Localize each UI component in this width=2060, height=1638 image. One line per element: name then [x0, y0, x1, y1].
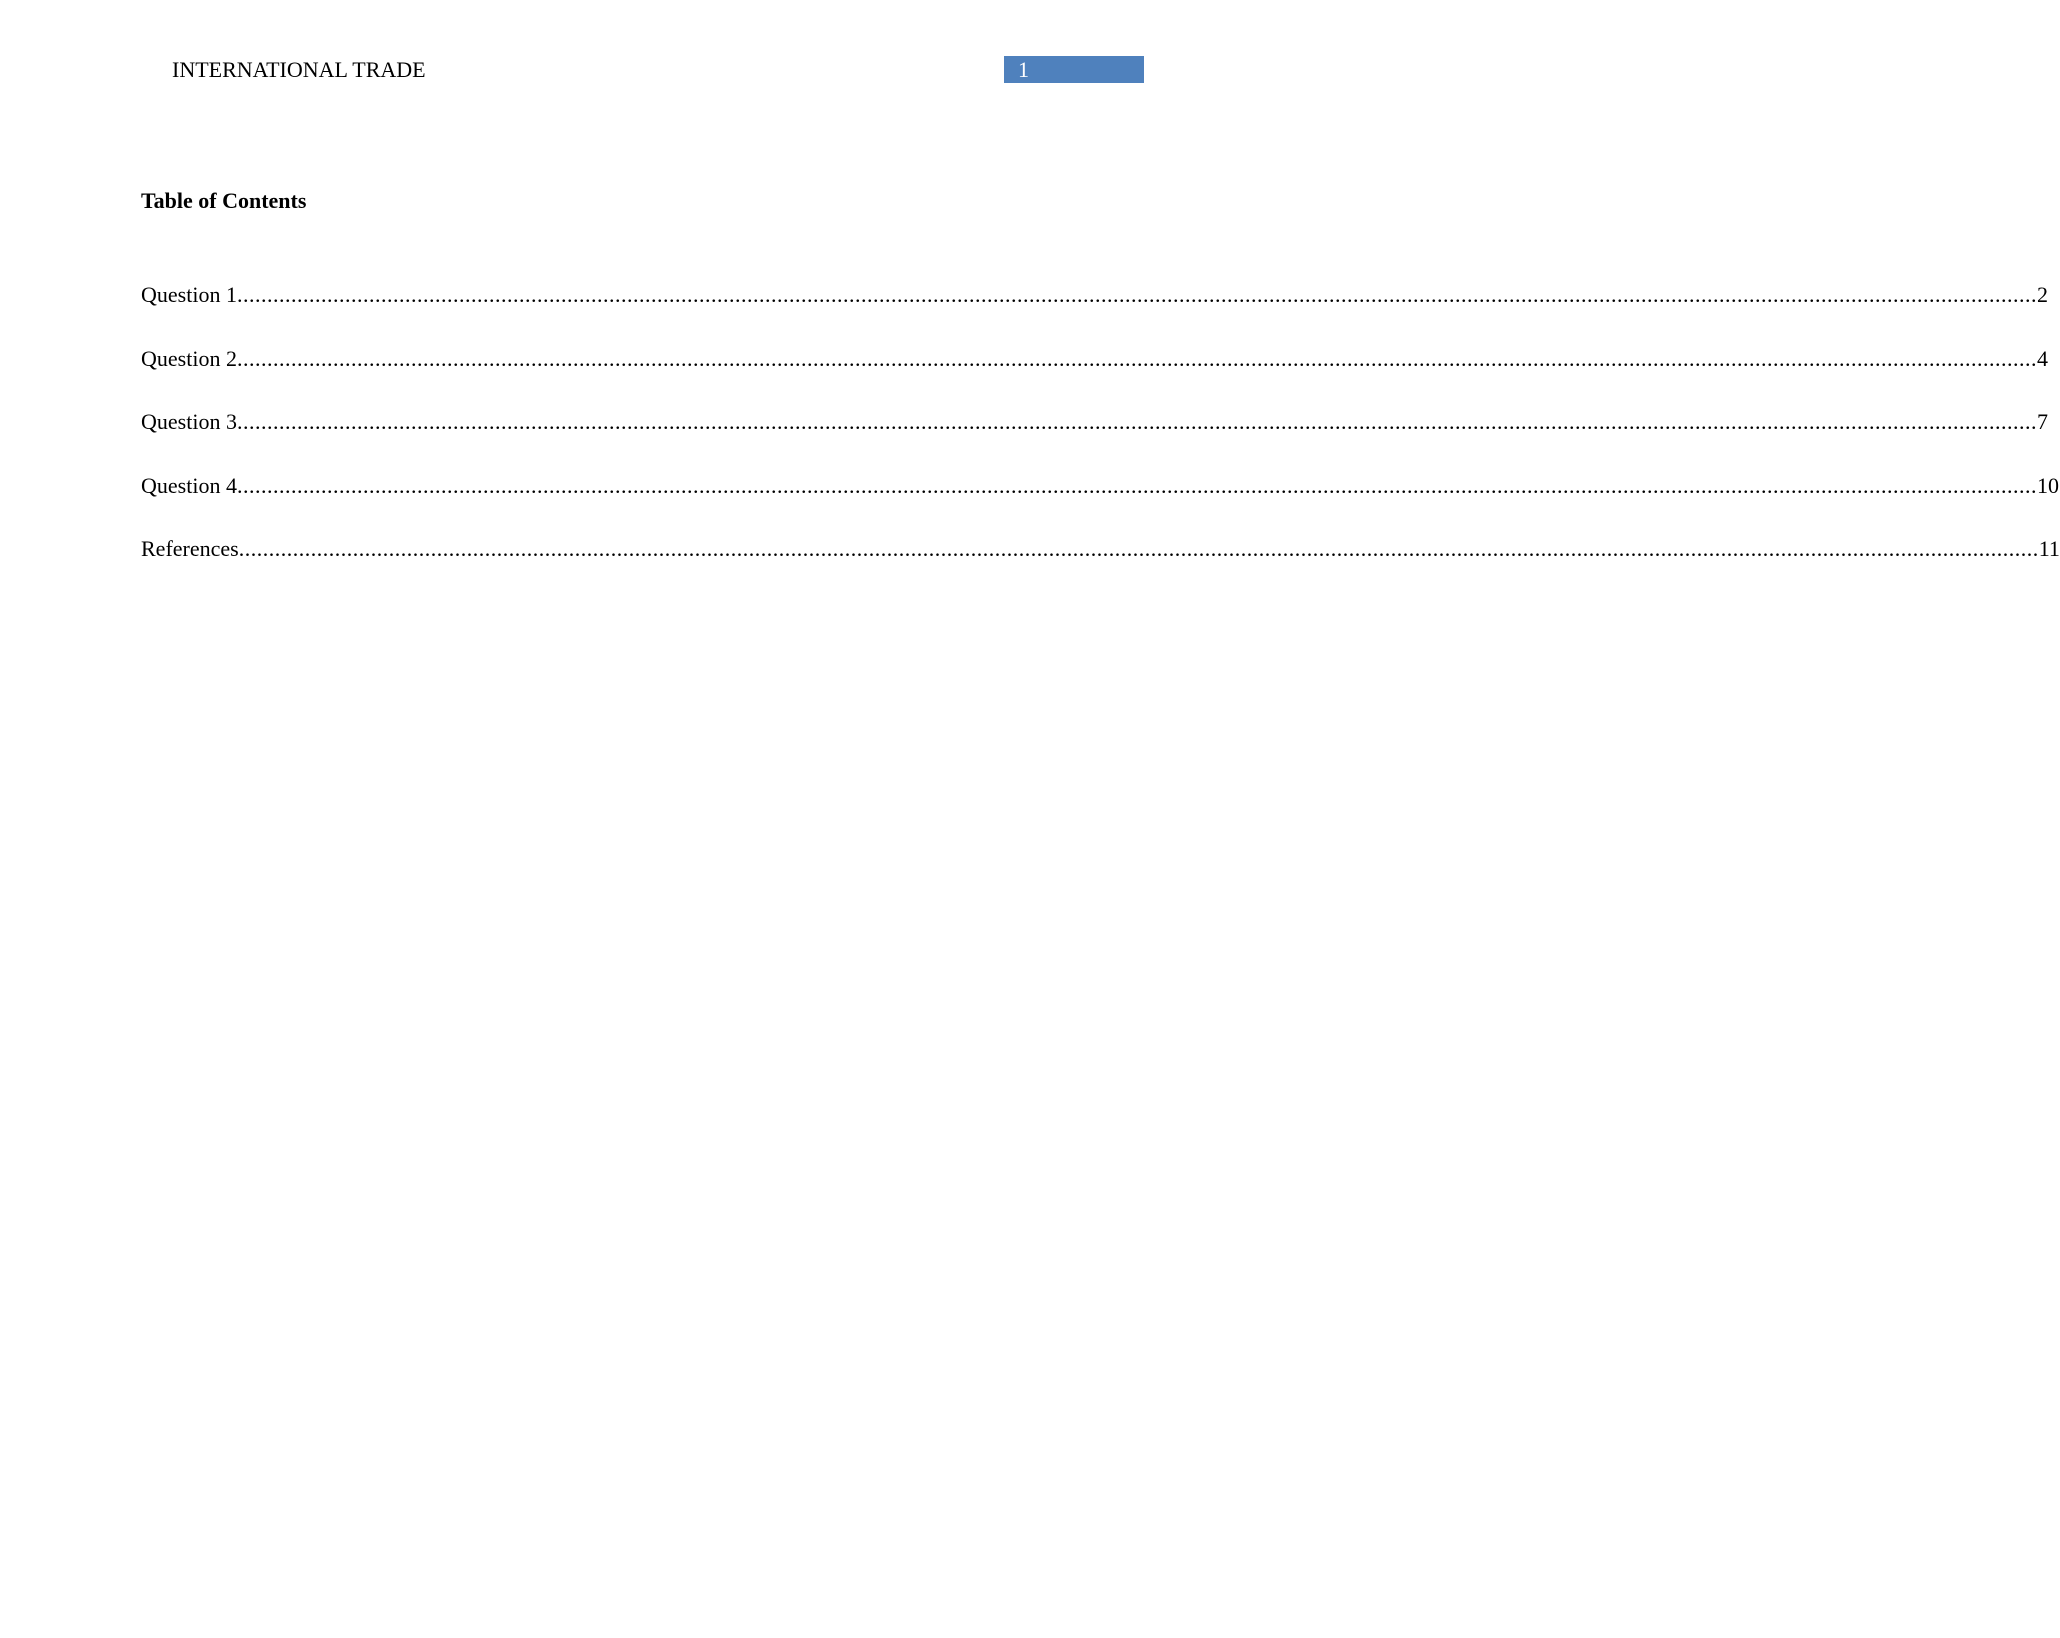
- toc-dot-leader: ............................................................................................................................................................................................................................................................................................................: [236, 409, 2037, 434]
- toc-entry-page: 10: [2036, 472, 2059, 498]
- toc-list: [141, 280, 2060, 598]
- toc-entry-page: 7: [2036, 409, 2048, 434]
- running-header-title: INTERNATIONAL TRADE: [172, 57, 426, 82]
- toc-dot-leader: ............................................................................................................................................................................................................................................................................................................: [236, 345, 2037, 371]
- toc-entry-label: Question 1: [141, 282, 237, 307]
- toc-entry-label: Question 4: [141, 472, 237, 498]
- toc-entry-label: References: [141, 536, 239, 561]
- toc-heading: Table of Contents: [141, 188, 307, 213]
- toc-entry[interactable]: [141, 471, 2059, 535]
- toc-entry-label: Question 3: [141, 409, 237, 434]
- toc-dot-leader: ............................................................................................................................................................................................................................................................................................................: [238, 536, 2039, 561]
- toc-entry[interactable]: [141, 534, 2060, 598]
- toc-entry[interactable]: [141, 344, 2048, 408]
- toc-entry-page: 2: [2036, 282, 2048, 307]
- toc-entry[interactable]: [141, 407, 2048, 471]
- toc-entry[interactable]: [141, 280, 2048, 344]
- toc-entry-label: Question 2: [141, 345, 237, 371]
- toc-dot-leader: ............................................................................................................................................................................................................................................................................................................: [236, 282, 2037, 307]
- toc-entry-page: 11: [2038, 536, 2060, 561]
- page-number-badge: 1: [1004, 56, 1144, 83]
- toc-entry-page: 4: [2036, 345, 2048, 371]
- toc-dot-leader: ............................................................................................................................................................................................................................................................................................................: [236, 472, 2037, 498]
